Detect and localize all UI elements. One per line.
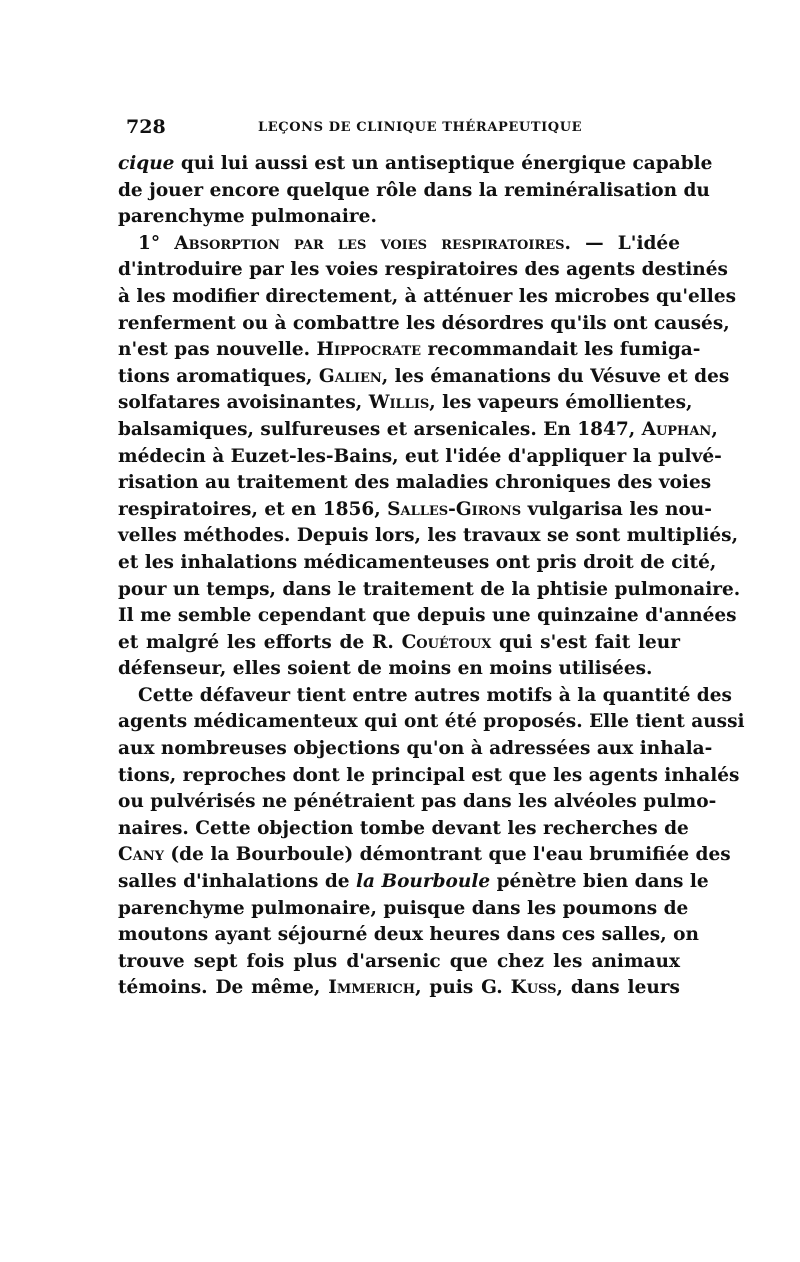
small-caps-name: Hippocrate (316, 339, 422, 361)
text-run: à les modifier directement, à atténuer les microbes qu'elles (118, 285, 737, 307)
text-run: tions, reproches dont le principal est que les agents inhalés (118, 764, 740, 786)
small-caps-name: Immerich (328, 977, 416, 999)
text-run: Cette défaveur tient entre autres motifs à la quantité des (138, 684, 732, 706)
text-run: , (711, 418, 718, 440)
text-line (118, 683, 732, 710)
text-line (118, 550, 717, 577)
text-run: pour un temps, dans le traitement de la phtisie pulmonaire. (118, 578, 741, 600)
text-line (118, 311, 730, 338)
text-run: (de la Bourboule) démontrant que l'eau brumifiée des (163, 844, 731, 866)
text-line (118, 949, 680, 976)
text-line (118, 816, 689, 843)
text-line (118, 736, 713, 763)
text-run: velles méthodes. Depuis lors, les travaux se sont multipliés, (118, 525, 739, 547)
text-line (118, 523, 739, 550)
text-line (118, 577, 741, 604)
text-run: et malgré les efforts de R. (118, 631, 402, 653)
text-line (118, 390, 693, 417)
text-line (118, 204, 680, 231)
small-caps-name: Absorption par les voies respiratoires (174, 232, 565, 254)
text-run: naires. Cette objection tombe devant les recherches de (118, 817, 689, 839)
text-run: aux nombreuses objections qu'on à adressées aux inhala- (118, 738, 713, 760)
text-line (118, 656, 680, 683)
running-title: LEÇONS DE CLINIQUE THÉRAPEUTIQUE (258, 120, 583, 135)
text-run: trouve sept fois plus d'arsenic que chez les animaux (118, 950, 680, 972)
text-run: salles d'inhalations de (118, 871, 356, 893)
text-run: médecin à Euzet-les-Bains, eut l'idée d'appliquer la pulvé- (118, 445, 722, 467)
text-run: balsamiques, sulfureuses et arsenicales. En 1847, (118, 418, 642, 440)
text-run: recommandait les fumiga- (421, 339, 701, 361)
text-line (118, 630, 680, 657)
text-run: et les inhalations médicamenteuses ont pris droit de cité, (118, 551, 717, 573)
small-caps-name: Cany (118, 844, 164, 866)
small-caps-name: Galien (318, 365, 382, 387)
text-run: , puis G. (415, 977, 511, 999)
page-number: 728 (126, 116, 166, 138)
text-line (118, 470, 712, 497)
text-line (118, 364, 730, 391)
text-line (118, 869, 709, 896)
small-caps-name: Salles-Girons (387, 498, 522, 520)
text-line (118, 178, 710, 205)
text-line (118, 417, 718, 444)
text-run: de jouer encore quelque rôle dans la reminéralisation du (118, 179, 710, 201)
text-run: tions aromatiques, (118, 365, 319, 387)
text-run: , dans leurs (556, 977, 680, 999)
text-line (118, 444, 722, 471)
text-run: d'introduire par les voies respiratoires des agents destinés (118, 259, 728, 281)
text-run: ou pulvérisés ne pénétraient pas dans les alvéoles pulmo- (118, 791, 717, 813)
text-run: . — L'idée (564, 232, 680, 254)
text-line (118, 922, 699, 949)
text-line (118, 497, 712, 524)
text-line (118, 337, 701, 364)
text-line (118, 789, 717, 816)
small-caps-name: Couétoux (401, 631, 492, 653)
text-run: renferment ou à combattre les désordres qu'ils ont causés, (118, 312, 730, 334)
text-run: agents médicamenteux qui ont été proposés. Elle tient aussi (118, 711, 745, 733)
small-caps-name: Kuss (510, 977, 557, 999)
text-run: témoins. De même, (118, 977, 329, 999)
text-line (118, 603, 737, 630)
text-run: moutons ayant séjourné deux heures dans ces salles, on (118, 924, 699, 946)
text-line (118, 763, 740, 790)
text-run: qui s'est fait leur (491, 631, 680, 653)
text-run: défenseur, elles soient de moins en moins utilisées. (118, 658, 653, 680)
text-run: qui lui aussi est un antiseptique énergique capable (174, 153, 713, 174)
text-run: pénètre bien dans le (490, 871, 709, 893)
text-run: solfatares avoisinantes, (118, 392, 369, 414)
text-run: , les émanations du Vésuve et des (381, 365, 730, 387)
text-line (118, 896, 689, 923)
small-caps-name: Auphan (641, 418, 712, 440)
text-run: Il me semble cependant que depuis une quinzaine d'années (118, 605, 737, 627)
text-run: risation au traitement des maladies chroniques des voies (118, 472, 712, 494)
text-line (118, 284, 737, 311)
small-caps-name: Willis (368, 392, 430, 414)
text-line (118, 231, 680, 258)
text-run: 1° (138, 232, 175, 254)
text-run: , les vapeurs émollientes, (429, 392, 693, 414)
text-run: respiratoires, et en 1856, (118, 498, 388, 520)
text-run: vulgarisa les nou- (521, 498, 712, 520)
text-line (118, 151, 713, 178)
text-line (118, 975, 680, 1002)
text-run: parenchyme pulmonaire. (118, 206, 377, 228)
italic-text: la Bourboule (355, 871, 491, 893)
text-line (118, 709, 745, 736)
text-run: parenchyme pulmonaire, puisque dans les poumons de (118, 897, 689, 919)
running-header (118, 116, 678, 142)
text-run: n'est pas nouvelle. (118, 339, 317, 361)
text-line (118, 842, 731, 869)
italic-text: cique (118, 153, 175, 174)
text-line (118, 257, 728, 284)
body-text (118, 151, 745, 1002)
